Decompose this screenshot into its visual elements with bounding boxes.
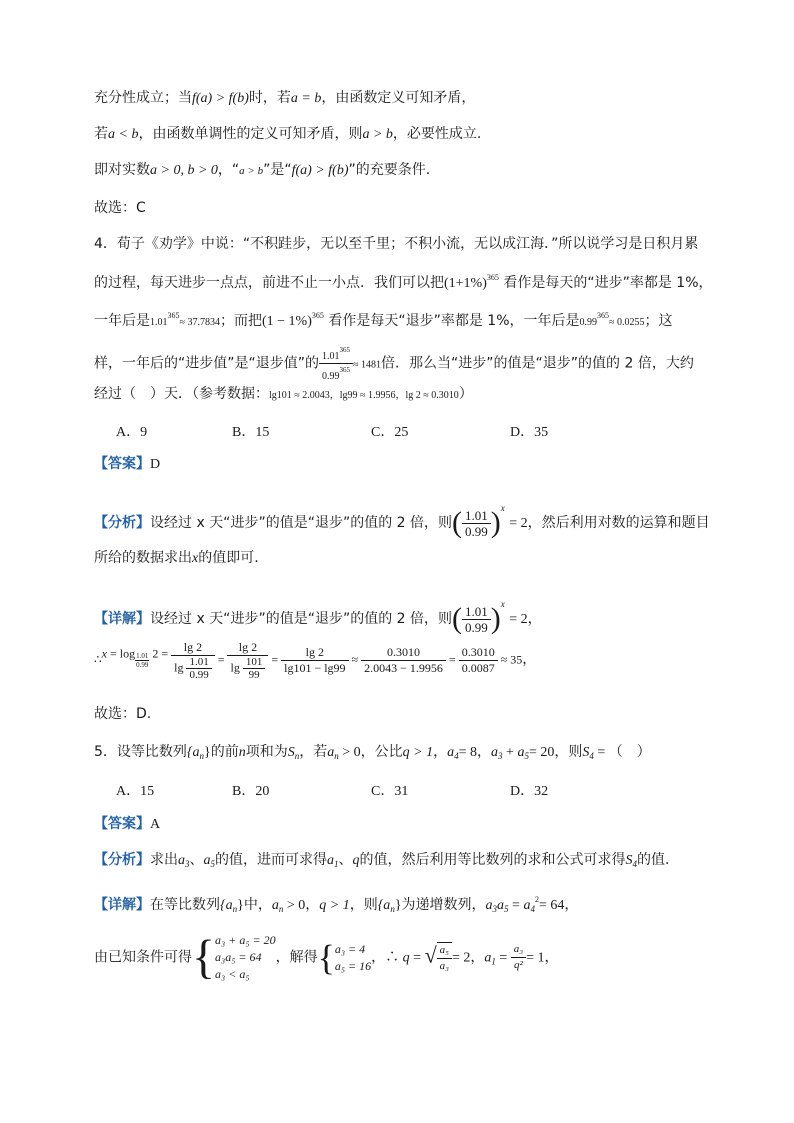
- exponent: 365: [167, 311, 180, 320]
- detail-tag: 【详解】: [94, 611, 150, 627]
- fraction-denominator: 0.99: [136, 661, 149, 670]
- text-segment: ，必要性成立.: [392, 126, 482, 142]
- exponent: 365: [597, 311, 610, 320]
- question-4-line-1: 4．荀子《劝学》中说：“不积跬步，无以至千里；不积小流，无以成江海．”所以说学习是日积月累: [94, 236, 699, 252]
- fraction-numerator: lg 2: [281, 645, 348, 661]
- text-segment: 在等比数列: [150, 897, 220, 913]
- answer-value: A: [150, 817, 161, 832]
- fraction: [459, 645, 498, 676]
- text-segment: （ ）: [608, 744, 651, 760]
- analysis-tag: 【分析】: [94, 852, 150, 868]
- math-inline: = 8: [458, 745, 478, 760]
- option-c: [371, 421, 408, 441]
- text-line-necessity: [94, 124, 481, 145]
- question-4-line-3: [94, 306, 673, 333]
- option-letter: B．: [232, 425, 256, 440]
- text-segment: 由已知条件可得: [94, 949, 192, 966]
- fraction-denominator: 0.99: [322, 371, 340, 382]
- text-segment: ，则: [554, 744, 583, 760]
- math-inline: q > 1: [319, 898, 350, 913]
- exponent: x: [500, 599, 505, 609]
- text-segment: 的值.: [637, 852, 670, 868]
- text-segment: 的前: [210, 744, 239, 760]
- text-segment: ”是“: [263, 162, 292, 178]
- fraction-numerator: 1.01: [462, 508, 491, 524]
- text-segment: ，: [544, 949, 559, 966]
- option-letter: C．: [371, 425, 395, 440]
- math-inline: {a: [186, 745, 200, 760]
- answer-value: D: [150, 457, 161, 472]
- math-inline: f(a) > f(b): [291, 163, 349, 178]
- detail-tag: 【详解】: [94, 897, 150, 913]
- paren-close: ): [490, 506, 501, 539]
- text-segment: 设经过 x 天“进步”的值是“退步”的值的 2 倍，则: [150, 515, 453, 531]
- math-inline: (1+1%): [444, 276, 487, 291]
- fraction-denominator: 0.99: [465, 523, 488, 539]
- equation: a₃ < a₅: [215, 967, 250, 981]
- math-inline: 0.99: [579, 317, 598, 328]
- math-inline: = 2: [451, 950, 471, 966]
- option-letter: B．: [232, 784, 256, 799]
- option-letter: D．: [510, 425, 535, 440]
- text-segment: 的值，然后利用等比数列的求和公式可求得: [359, 852, 626, 868]
- analysis-q4-line-1: [94, 498, 710, 539]
- option-value: 31: [394, 784, 409, 799]
- option-b: [232, 421, 269, 441]
- option-value: 15: [255, 425, 270, 440]
- fraction-numerator: lg 2: [227, 640, 268, 656]
- math-inline: = 1: [526, 950, 545, 966]
- option-letter: D．: [510, 784, 535, 799]
- derivation-q4: ∴x = log $\frac{1.01}{0.99}$ 2 = lg 2 lg $\frac{1.01}{0.99}$ = lg 2 lg $\frac{101}{99}$ = $\frac{\lg 2}{\lg 101 - \lg 99}$ ≈ $\frac{0.3010}{2.0043 - 1.9956}$ = $\frac{0.3010}{0.0087}$ ≈ 35，: [94, 640, 537, 681]
- detail-q5: 【详解】在等比数列$\{a_n\}$中，$a_n > 0$，q > 1，则$\{a_n\}$为递增数列，$a_3a_5 = a_4^2= 64$，: [94, 895, 579, 914]
- fraction-numerator: 0.3010: [361, 645, 446, 661]
- text-segment: 样，一年后的“进步值”是“退步值”的: [94, 355, 320, 372]
- question-4-line-4: [94, 344, 694, 383]
- option-value: 32: [534, 784, 549, 799]
- text-segment: ，解得: [275, 949, 318, 966]
- log-base: [135, 652, 149, 669]
- question-4-line-2: [94, 268, 713, 294]
- detail-q5-system: 由已知条件可得{ a₃ + a₅ = 20 a₃a₅ = 64 a₃ < a₅ ，解得{ a₃ = 4 a₅ = 16 ，∴ q = √ $\frac{\text{a₅}}{\text{a₃}}$ = 2，$a_1$ = $\frac{\text{a₃}}{\text{q²}}$ = 1，: [94, 930, 559, 984]
- equation: a₃ + a₅ = 20: [215, 933, 276, 947]
- answer-tag: 【答案】: [94, 816, 150, 832]
- text-segment: 时，若: [248, 90, 291, 106]
- option-letter: C．: [371, 784, 395, 799]
- option-value: 15: [140, 784, 155, 799]
- fraction: [462, 508, 491, 539]
- solution-system: [335, 941, 371, 975]
- math-inline: a < b: [108, 127, 139, 142]
- text-segment: ，“: [217, 162, 240, 178]
- math-inline: a > 0, b > 0: [150, 163, 218, 178]
- text-segment: 的值，进而可求得: [215, 852, 327, 868]
- text-segment: 所给的数据求出: [94, 550, 192, 566]
- math-inline: ≈ 0.0255: [609, 317, 645, 328]
- fraction-numerator: 1.01: [136, 652, 149, 661]
- paren-close: ): [490, 602, 501, 635]
- exponent: 365: [339, 366, 351, 374]
- paren-open: (: [452, 602, 463, 635]
- option-c: [371, 780, 408, 800]
- text-segment: ，然后利用对数的运算和题目: [527, 515, 710, 531]
- fraction-numerator: 1.01: [462, 604, 491, 620]
- paren-open: (: [452, 506, 463, 539]
- math-inline: q: [352, 853, 360, 868]
- subscript: n: [294, 751, 300, 761]
- answer-q5: [94, 814, 160, 835]
- math-inline: a > b: [362, 127, 393, 142]
- option-a: [116, 780, 154, 800]
- text-segment: 即对实数: [94, 162, 150, 178]
- text-segment: 经过（ ）天．（参考数据：: [94, 386, 269, 402]
- math-inline: = 2: [509, 612, 528, 627]
- analysis-q4-line-2: [94, 548, 259, 569]
- math-inline: q: [402, 950, 410, 966]
- option-letter: A．: [116, 784, 141, 799]
- fraction-denominator: 0.99: [465, 619, 488, 635]
- math-inline: = 64: [538, 898, 565, 913]
- fraction: [171, 640, 215, 681]
- text-segment: 的值即可.: [198, 550, 259, 566]
- fraction-numerator: lg 2: [171, 640, 215, 656]
- text-segment: 设经过 x 天“进步”的值是“退步”的值的 2 倍，则: [150, 611, 453, 627]
- fraction: [227, 640, 268, 681]
- question-4-line-5: [94, 384, 473, 406]
- math-inline: = 20: [528, 745, 555, 760]
- option-b: [232, 780, 269, 800]
- text-segment: 求出: [150, 852, 178, 868]
- fraction-denominator: lg $\frac{101}{99}$: [227, 656, 268, 681]
- math-inline: x: [192, 551, 199, 566]
- math-inline: a: [327, 745, 335, 760]
- text-segment: ；而把: [220, 313, 262, 329]
- math-inline: a > b: [239, 165, 264, 177]
- fraction-numerator: 0.3010: [459, 645, 498, 661]
- detail-q4-line-1: [94, 594, 542, 635]
- analysis-q5: 【分析】求出$a_3$、$a_5$的值，进而可求得$a_1$、q的值，然后利用等比数列的求和公式可求得$S_4$的值.: [94, 852, 670, 869]
- math-inline: x: [101, 646, 107, 661]
- text-segment: ，: [527, 611, 542, 627]
- option-value: 20: [255, 784, 270, 799]
- math-inline: a: [447, 745, 455, 760]
- text-segment: ）: [458, 386, 473, 402]
- option-a: [116, 421, 147, 441]
- math-inline: a: [491, 745, 499, 760]
- text-segment: 5．设等比数列: [94, 744, 187, 760]
- math-inline: ≈ 35: [500, 652, 523, 667]
- answer-tag: 【答案】: [94, 456, 150, 472]
- math-inline: S: [287, 745, 295, 760]
- math-inline: S: [582, 745, 590, 760]
- math-inline: (1 − 1%): [262, 314, 312, 329]
- question-5-line-1: 5．设等比数列$\{a_n\}$的前n项和为$S_n$，若$a_n > 0$，公比q > 1，$a_4= 8$，$a_3 + a_5= 20$，则$S_4$ = （ ）: [94, 744, 651, 761]
- text-line-sufficiency: [94, 88, 475, 109]
- analysis-tag: 【分析】: [94, 515, 150, 531]
- text-segment: ，由函数定义可知矛盾，: [321, 90, 476, 106]
- text-segment: ，若: [299, 744, 328, 760]
- text-segment: 看作是每天的“进步”率都是 1%，: [503, 275, 713, 291]
- option-d: [510, 421, 548, 441]
- text-segment: 为递增数列，: [401, 897, 486, 913]
- equation-system: [215, 932, 276, 983]
- equation: a₃a₅ = 64: [215, 950, 262, 964]
- math-inline: a = b: [290, 91, 322, 106]
- text-segment: 充分性成立；当: [94, 90, 192, 106]
- math-inline: f(a) > f(b): [192, 91, 249, 106]
- text-segment: 看作是每天“退步”率都是 1%，一年后是: [328, 313, 580, 329]
- exponent: 365: [339, 346, 351, 354]
- fraction-ratio: [319, 344, 353, 383]
- fraction-denominator: lg $\frac{1.01}{0.99}$: [171, 656, 215, 681]
- fraction-denominator: 2.0043 − 1.9956: [364, 661, 443, 675]
- answer-select-q4: 故选：D.: [94, 706, 152, 722]
- text-segment: 一年后是: [94, 313, 150, 329]
- fraction: [462, 604, 491, 635]
- sqrt: √ $\frac{\text{a₅}}{\text{a₃}}$: [425, 942, 452, 974]
- option-d: [510, 780, 548, 800]
- text-segment: 若: [94, 126, 108, 142]
- equation: a₅ = 16: [334, 958, 372, 973]
- fraction-denominator: lg101 − lg99: [284, 661, 346, 675]
- option-value: 35: [534, 425, 549, 440]
- option-value: 25: [394, 425, 409, 440]
- text-segment: ，由函数单调性的定义可知矛盾，则: [138, 126, 363, 142]
- text-segment: ”的充要条件.: [348, 162, 431, 178]
- text-segment: ，则: [349, 897, 378, 913]
- text-segment: ；这: [644, 313, 673, 329]
- subscript: n: [199, 751, 205, 761]
- text-segment: 项和为: [245, 744, 288, 760]
- exponent: 365: [486, 273, 499, 282]
- text-segment: 倍．那么当“进步”的值是“退步”的值的 2 倍，大约: [381, 355, 694, 372]
- brace-left: {: [192, 930, 216, 984]
- fraction-denominator: 0.0087: [461, 661, 495, 675]
- answer-select-q3: 故选：C: [94, 200, 146, 216]
- answer-q4: [94, 454, 160, 475]
- option-letter: A．: [116, 425, 141, 440]
- text-segment: 的过程，每天进步一点点，前进不止一小点．我们可以把: [94, 275, 444, 291]
- math-inline: 1.01: [150, 317, 168, 328]
- math-inline: n: [238, 745, 246, 760]
- reference-data: lg101 ≈ 2.0043，lg99 ≈ 1.9956，lg 2 ≈ 0.3010: [269, 390, 459, 401]
- math-inline: q > 1: [402, 745, 434, 760]
- exponent: 365: [311, 311, 324, 320]
- fraction: [361, 645, 446, 676]
- math-inline: = 2: [509, 516, 528, 531]
- fraction: $\frac{\text{a₃}}{\text{q²}}$: [511, 942, 526, 973]
- fraction-numerator: 1.01: [322, 351, 340, 362]
- exponent: x: [500, 503, 505, 513]
- math-inline: ≈ 1481: [353, 359, 382, 371]
- math-inline: ≈ 37.7834: [179, 317, 220, 328]
- brace-left: {: [317, 937, 335, 978]
- text-segment: 中，: [243, 897, 272, 913]
- text-segment: ，公比: [360, 744, 403, 760]
- therefore-symbol: ∴: [94, 652, 102, 667]
- equation: a₃ = 4: [334, 941, 366, 956]
- text-line-conclusion: [94, 160, 430, 181]
- option-value: 9: [140, 425, 148, 440]
- fraction: [281, 645, 348, 676]
